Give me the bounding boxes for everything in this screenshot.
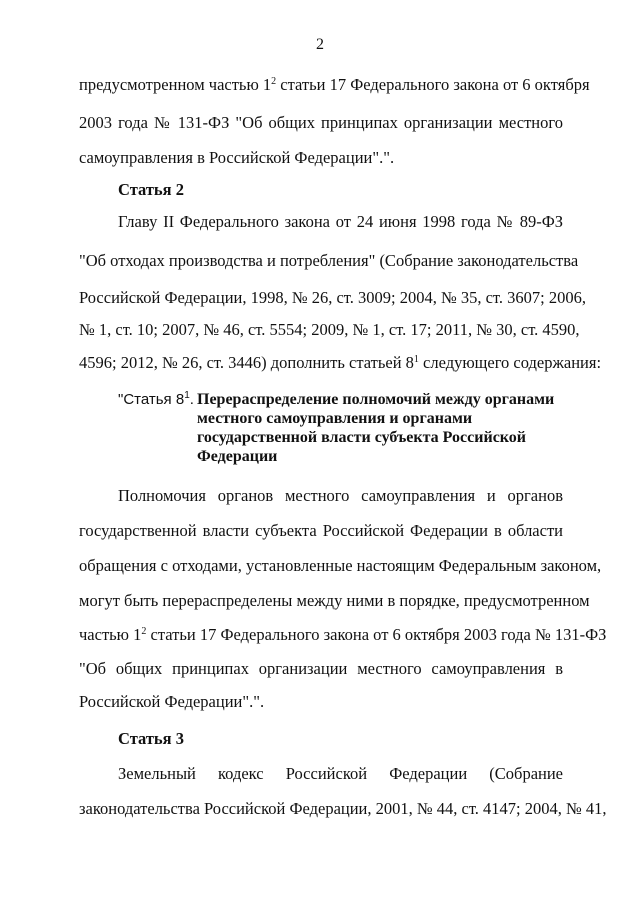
text-line: Российской Федерации, 1998, № 26, ст. 3009; 2004, № 35, ст. 3607; 2006,	[79, 288, 586, 307]
title-line: Федерации	[197, 448, 278, 465]
page-number: 2	[316, 36, 324, 53]
text-line: 4596; 2012, № 26, ст. 3446) дополнить статьей $8^1$ следующего содержания:	[79, 353, 602, 372]
title-line: местного самоуправления и органами	[197, 410, 473, 427]
title-line: Перераспределение полномочий между органами	[197, 391, 555, 408]
article-2-heading: Статья 2	[118, 180, 184, 199]
text-line: Земельный кодекс Российской Федерации (Собрание	[118, 764, 563, 783]
text-line: 2003 года № 131-ФЗ "Об общих принципах организации местного	[79, 113, 563, 132]
text-line: могут быть перераспределены между ними в порядке, предусмотренном	[79, 591, 590, 610]
text-line: государственной власти субъекта Российской Федерации в области	[79, 521, 563, 540]
text-line: № 1, ст. 10; 2007, № 46, ст. 5554; 2009, № 1, ст. 17; 2011, № 30, ст. 4590,	[79, 320, 580, 339]
text-line: законодательства Российской Федерации, 2001, № 44, ст. 4147; 2004, № 41,	[79, 799, 607, 818]
text-line: обращения с отходами, установленные настоящим Федеральным законом,	[79, 556, 602, 575]
article-3-heading: Статья 3	[118, 729, 184, 748]
article-8-1-label: "Статья $8^1$.	[118, 390, 194, 408]
text-line: самоуправления в Российской Федерации".".	[79, 148, 395, 167]
text-line: Полномочия органов местного самоуправления и органов	[118, 486, 563, 505]
title-line: государственной власти субъекта Российской	[197, 429, 527, 446]
text-line: частью $1^2$ статьи 17 Федерального закона от 6 октября 2003 года № 131-ФЗ	[79, 625, 607, 644]
text-line: Российской Федерации".".	[79, 692, 265, 711]
text-line: "Об общих принципах организации местного самоуправления в	[79, 659, 563, 678]
text-line: Главу II Федерального закона от 24 июня 1998 года № 89-ФЗ	[118, 212, 563, 231]
article-8-1-title	[197, 390, 555, 466]
text-line: предусмотренном частью $1^2$ статьи 17 Федерального закона от 6 октября	[79, 75, 590, 94]
text-line: "Об отходах производства и потребления" (Собрание законодательства	[79, 251, 579, 270]
